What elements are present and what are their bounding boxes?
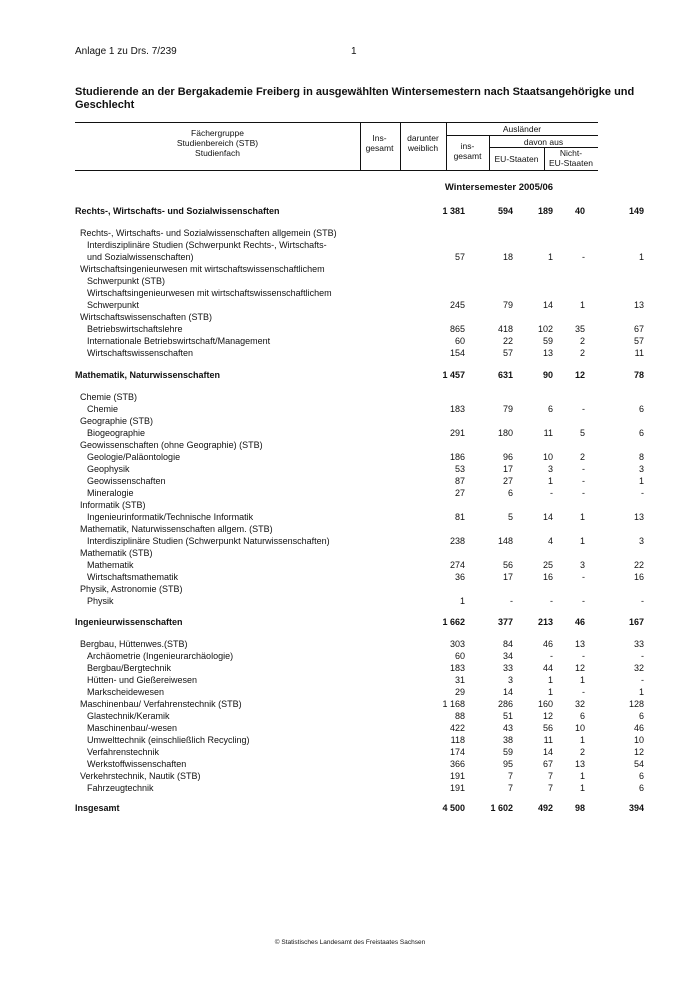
- cell-eu: 1: [579, 536, 585, 546]
- cell-total: 245: [449, 300, 465, 310]
- cell-non-eu: 1: [638, 252, 644, 262]
- cell-female: 95: [502, 759, 513, 769]
- footer-copyright: © Statistisches Landesamt des Freistaates Sachsen: [274, 939, 426, 946]
- row-label: Internationale Betriebswirtschaft/Management: [87, 336, 271, 346]
- header-foreign-rule: [446, 135, 598, 136]
- table-row: [75, 347, 644, 359]
- cell-eu: 1: [579, 771, 585, 781]
- cell-female: 6: [507, 488, 513, 498]
- cell-foreign-total: 189: [537, 206, 553, 216]
- cell-total: 60: [454, 336, 465, 346]
- cell-female: 18: [502, 252, 513, 262]
- row-label: Ingenieurinformatik/Technische Informatik: [87, 512, 254, 522]
- cell-total: 865: [449, 324, 465, 334]
- table-row: [75, 758, 644, 770]
- cell-non-eu: 3: [638, 464, 644, 474]
- header-subject-line2: Studienbereich (STB): [176, 138, 259, 148]
- table-row: [75, 559, 644, 571]
- cell-female: 180: [497, 428, 513, 438]
- cell-total: 366: [449, 759, 465, 769]
- cell-foreign-total: -: [550, 651, 553, 661]
- header-non-eu-line2: EU-Staaten: [549, 158, 593, 168]
- cell-non-eu: 78: [633, 370, 644, 380]
- cell-total: 87: [454, 476, 465, 486]
- cell-non-eu: -: [641, 651, 644, 661]
- cell-total: 183: [449, 663, 465, 673]
- row-label: Physik: [87, 596, 114, 606]
- cell-non-eu: 6: [638, 428, 644, 438]
- cell-eu: 98: [574, 803, 585, 813]
- table-row: [75, 311, 598, 323]
- header-female-line1: darunter: [407, 133, 439, 143]
- cell-total: 154: [449, 348, 465, 358]
- cell-total: 186: [449, 452, 465, 462]
- cell-foreign-total: 10: [542, 452, 553, 462]
- cell-total: 183: [449, 404, 465, 414]
- table-row: [75, 369, 644, 381]
- cell-non-eu: 11: [634, 348, 644, 358]
- cell-total: 303: [449, 639, 465, 649]
- table-row: [75, 686, 644, 698]
- cell-non-eu: -: [641, 488, 644, 498]
- cell-total: 1 381: [442, 206, 465, 216]
- document-reference: Anlage 1 zu Drs. 7/239: [75, 46, 177, 57]
- cell-female: 17: [502, 464, 513, 474]
- table-row: [75, 802, 644, 814]
- cell-total: 191: [449, 783, 465, 793]
- table-row: [75, 299, 644, 311]
- cell-female: 377: [497, 617, 513, 627]
- table-row: [75, 427, 644, 439]
- header-total-line2: gesamt: [365, 143, 394, 153]
- cell-female: 7: [507, 783, 513, 793]
- cell-female: 96: [502, 452, 513, 462]
- cell-non-eu: 8: [638, 452, 644, 462]
- cell-non-eu: 149: [628, 206, 644, 216]
- row-label: Bergbau, Hüttenwes.(STB): [80, 639, 188, 649]
- table-row: [75, 616, 644, 628]
- cell-total: 291: [449, 428, 465, 438]
- cell-non-eu: 16: [633, 572, 644, 582]
- row-label: Interdisziplinäre Studien (Schwerpunkt Rechts-, Wirtschafts-: [87, 240, 327, 250]
- header-subject-line1: Fächergruppe: [191, 128, 244, 138]
- cell-eu: 1: [579, 783, 585, 793]
- row-label: Verfahrenstechnik: [87, 747, 160, 757]
- cell-non-eu: 6: [638, 783, 644, 793]
- row-label: Markscheidewesen: [87, 687, 165, 697]
- cell-female: -: [510, 596, 513, 606]
- cell-foreign-total: 4: [547, 536, 553, 546]
- cell-eu: 46: [574, 617, 585, 627]
- cell-total: 422: [449, 723, 465, 733]
- table-row: [75, 227, 598, 239]
- cell-foreign-total: 1: [547, 675, 553, 685]
- cell-foreign-total: 1: [547, 687, 553, 697]
- table-row: [75, 710, 644, 722]
- cell-eu: -: [582, 404, 585, 414]
- cell-total: 1 457: [442, 370, 465, 380]
- row-label: Fahrzeugtechnik: [87, 783, 154, 793]
- table-row: [75, 782, 644, 794]
- cell-female: 33: [502, 663, 513, 673]
- row-label: Maschinenbau/-wesen: [87, 723, 178, 733]
- cell-non-eu: 22: [633, 560, 644, 570]
- cell-foreign-total: 11: [543, 428, 553, 438]
- table-row: [75, 239, 598, 251]
- cell-non-eu: 1: [638, 476, 644, 486]
- row-label: Interdisziplinäre Studien (Schwerpunkt Naturwissenschaften): [87, 536, 330, 546]
- row-label: Chemie: [87, 404, 119, 414]
- cell-female: 57: [502, 348, 513, 358]
- table-row: [75, 251, 644, 263]
- row-label: Geowissenschaften (ohne Geographie) (STB): [80, 440, 263, 450]
- cell-foreign-total: 56: [542, 723, 553, 733]
- cell-non-eu: 12: [633, 747, 644, 757]
- row-label: Geographie (STB): [80, 416, 154, 426]
- cell-eu: 12: [574, 370, 585, 380]
- row-label: Geophysik: [87, 464, 130, 474]
- table-row: [75, 451, 644, 463]
- row-label: Geowissenschaften: [87, 476, 166, 486]
- cell-foreign-total: 492: [537, 803, 553, 813]
- cell-eu: 40: [574, 206, 585, 216]
- row-label: Maschinenbau/ Verfahrenstechnik (STB): [80, 699, 242, 709]
- table-row: [75, 487, 644, 499]
- header-non-eu: [544, 148, 598, 168]
- header-non-eu-line1: Nicht-: [559, 148, 583, 158]
- cell-eu: 1: [579, 512, 585, 522]
- cell-eu: 3: [579, 560, 585, 570]
- cell-eu: 1: [579, 735, 585, 745]
- cell-non-eu: 46: [633, 723, 644, 733]
- table-row: [75, 391, 598, 403]
- row-label: Wirtschaftsmathematik: [87, 572, 179, 582]
- cell-total: 81: [454, 512, 465, 522]
- row-label: Informatik (STB): [80, 500, 146, 510]
- row-label: Werkstoffwissenschaften: [87, 759, 187, 769]
- table-row: [75, 770, 644, 782]
- row-label: Umwelttechnik (einschließlich Recycling): [87, 735, 250, 745]
- cell-foreign-total: 14: [542, 512, 553, 522]
- header-female-line2: weiblich: [407, 143, 439, 153]
- cell-total: 29: [454, 687, 465, 697]
- cell-foreign-total: 102: [537, 324, 553, 334]
- header-foreign-total-line2: gesamt: [453, 151, 482, 161]
- table-row: [75, 439, 598, 451]
- row-label: Wirtschaftswissenschaften (STB): [80, 312, 213, 322]
- cell-foreign-total: 12: [542, 711, 553, 721]
- cell-eu: 2: [579, 348, 585, 358]
- table-row: [75, 499, 598, 511]
- table-row: [75, 638, 644, 650]
- table-row: [75, 722, 644, 734]
- table-top-rule: [75, 122, 598, 123]
- row-label: Bergbau/Bergtechnik: [87, 663, 172, 673]
- cell-total: 238: [449, 536, 465, 546]
- cell-eu: -: [582, 252, 585, 262]
- table-row: [75, 571, 644, 583]
- table-row: [75, 547, 598, 559]
- cell-total: 174: [449, 747, 465, 757]
- table-row: [75, 323, 644, 335]
- cell-total: 31: [454, 675, 465, 685]
- cell-female: 418: [497, 324, 513, 334]
- cell-female: 51: [502, 711, 513, 721]
- row-label: Mathematik: [87, 560, 134, 570]
- table-row: [75, 535, 644, 547]
- cell-foreign-total: 7: [547, 771, 553, 781]
- cell-foreign-total: 46: [542, 639, 553, 649]
- cell-non-eu: 6: [638, 771, 644, 781]
- row-label: und Sozialwissenschaften): [87, 252, 194, 262]
- cell-foreign-total: 67: [542, 759, 553, 769]
- cell-foreign-total: 1: [547, 476, 553, 486]
- cell-female: 22: [502, 336, 513, 346]
- cell-total: 27: [454, 488, 465, 498]
- cell-foreign-total: 6: [547, 404, 553, 414]
- row-label: Verkehrstechnik, Nautik (STB): [80, 771, 201, 781]
- cell-foreign-total: 90: [542, 370, 553, 380]
- cell-foreign-total: 160: [537, 699, 553, 709]
- header-total: [360, 133, 399, 153]
- header-subject: [75, 128, 360, 158]
- cell-eu: 10: [574, 723, 585, 733]
- row-label: Schwerpunkt (STB): [87, 276, 166, 286]
- cell-non-eu: 33: [633, 639, 644, 649]
- row-label: Rechts-, Wirtschafts- und Sozialwissenschaften allgemein (STB): [80, 228, 337, 238]
- row-label: Wirtschaftswissenschaften: [87, 348, 194, 358]
- cell-foreign-total: 213: [537, 617, 553, 627]
- table-row: [75, 403, 644, 415]
- row-label: Archäometrie (Ingenieurarchäologie): [87, 651, 234, 661]
- cell-foreign-total: -: [550, 596, 553, 606]
- cell-non-eu: 167: [628, 617, 644, 627]
- cell-eu: 2: [579, 336, 585, 346]
- row-label: Mathematik, Naturwissenschaften: [75, 370, 221, 380]
- cell-eu: 5: [579, 428, 585, 438]
- cell-female: 148: [497, 536, 513, 546]
- cell-eu: 2: [579, 452, 585, 462]
- cell-foreign-total: 16: [542, 572, 553, 582]
- cell-foreign-total: 25: [542, 560, 553, 570]
- cell-total: 1: [459, 596, 465, 606]
- cell-female: 79: [502, 300, 513, 310]
- row-label: Glastechnik/Keramik: [87, 711, 170, 721]
- cell-female: 3: [507, 675, 513, 685]
- cell-non-eu: 57: [633, 336, 644, 346]
- cell-eu: 13: [574, 639, 585, 649]
- cell-female: 5: [507, 512, 513, 522]
- cell-total: 274: [449, 560, 465, 570]
- header-eu: EU-Staaten: [494, 154, 539, 164]
- cell-female: 38: [502, 735, 513, 745]
- table-row: [75, 511, 644, 523]
- cell-female: 17: [502, 572, 513, 582]
- cell-total: 1 662: [442, 617, 465, 627]
- table-row: [75, 205, 644, 217]
- header-foreign-total-line1: ins-: [460, 141, 475, 151]
- table-row: [75, 475, 644, 487]
- row-label: Mineralogie: [87, 488, 134, 498]
- row-label: Ingenieurwissenschaften: [75, 617, 183, 627]
- row-label: Biogeographie: [87, 428, 146, 438]
- cell-female: 79: [502, 404, 513, 414]
- row-label: Physik, Astronomie (STB): [80, 584, 183, 594]
- cell-eu: -: [582, 687, 585, 697]
- cell-total: 60: [454, 651, 465, 661]
- table-row: [75, 263, 598, 275]
- cell-eu: 1: [579, 300, 585, 310]
- cell-eu: 2: [579, 747, 585, 757]
- cell-female: 59: [502, 747, 513, 757]
- cell-non-eu: 10: [633, 735, 644, 745]
- cell-eu: -: [582, 596, 585, 606]
- cell-foreign-total: 14: [542, 747, 553, 757]
- cell-eu: -: [582, 488, 585, 498]
- cell-eu: 6: [579, 711, 585, 721]
- table-row: [75, 583, 598, 595]
- row-label: Insgesamt: [75, 803, 120, 813]
- cell-female: 594: [497, 206, 513, 216]
- cell-non-eu: -: [641, 675, 644, 685]
- header-davon: davon aus: [523, 137, 564, 147]
- table-row: [75, 674, 644, 686]
- cell-non-eu: 13: [633, 300, 644, 310]
- header-foreign-total: [446, 141, 489, 161]
- row-label: Chemie (STB): [80, 392, 138, 402]
- cell-non-eu: 3: [638, 536, 644, 546]
- cell-female: 631: [497, 370, 513, 380]
- cell-female: 7: [507, 771, 513, 781]
- table-row: [75, 746, 644, 758]
- cell-foreign-total: 7: [547, 783, 553, 793]
- row-label: Schwerpunkt: [87, 300, 140, 310]
- semester-label: Wintersemester 2005/06: [444, 182, 554, 193]
- table-row: [75, 335, 644, 347]
- table-row: [75, 275, 598, 287]
- table-title: Studierende an der Bergakademie Freiberg in ausgewählten Wintersemestern nach Staatsangehörigke und Geschlecht: [75, 86, 635, 111]
- table-row: [75, 463, 644, 475]
- cell-eu: -: [582, 572, 585, 582]
- cell-foreign-total: -: [550, 488, 553, 498]
- cell-non-eu: -: [641, 596, 644, 606]
- cell-total: 118: [450, 735, 465, 745]
- cell-female: 14: [502, 687, 513, 697]
- cell-foreign-total: 14: [542, 300, 553, 310]
- header-total-line1: Ins-: [372, 133, 387, 143]
- cell-foreign-total: 3: [547, 464, 553, 474]
- table-row: [75, 595, 644, 607]
- header-female: [400, 133, 446, 153]
- table-row: [75, 650, 644, 662]
- table-row: [75, 287, 598, 299]
- row-label: Hütten- und Gießereiwesen: [87, 675, 198, 685]
- cell-eu: -: [582, 476, 585, 486]
- page-number: 1: [351, 46, 357, 57]
- table-header-rule: [75, 170, 598, 171]
- cell-non-eu: 32: [633, 663, 644, 673]
- cell-non-eu: 394: [628, 803, 644, 813]
- row-label: Betriebswirtschaftslehre: [87, 324, 183, 334]
- row-label: Geologie/Paläontologie: [87, 452, 181, 462]
- table-row: [75, 415, 598, 427]
- row-label: Wirtschaftsingenieurwesen mit wirtschaftswissenschaftlichem: [80, 264, 325, 274]
- table-row: [75, 523, 598, 535]
- cell-non-eu: 67: [633, 324, 644, 334]
- cell-foreign-total: 59: [542, 336, 553, 346]
- cell-female: 27: [502, 476, 513, 486]
- cell-eu: 13: [574, 759, 585, 769]
- header-foreign: Ausländer: [502, 124, 542, 134]
- table-row: [75, 698, 644, 710]
- cell-female: 34: [502, 651, 513, 661]
- cell-eu: -: [582, 464, 585, 474]
- cell-total: 4 500: [442, 803, 465, 813]
- cell-total: 36: [454, 572, 465, 582]
- cell-total: 191: [449, 771, 465, 781]
- cell-eu: 12: [574, 663, 585, 673]
- cell-total: 53: [454, 464, 465, 474]
- cell-eu: 1: [579, 675, 585, 685]
- cell-non-eu: 128: [628, 699, 644, 709]
- cell-female: 56: [502, 560, 513, 570]
- cell-female: 43: [502, 723, 513, 733]
- cell-female: 1 602: [490, 803, 513, 813]
- cell-total: 1 168: [442, 699, 465, 709]
- cell-non-eu: 6: [638, 711, 644, 721]
- table-row: [75, 734, 644, 746]
- cell-non-eu: 13: [633, 512, 644, 522]
- row-label: Mathematik (STB): [80, 548, 153, 558]
- cell-female: 286: [497, 699, 513, 709]
- cell-eu: 35: [574, 324, 585, 334]
- table-row: [75, 662, 644, 674]
- row-label: Rechts-, Wirtschafts- und Sozialwissenschaften: [75, 206, 280, 216]
- cell-foreign-total: 44: [542, 663, 553, 673]
- row-label: Mathematik, Naturwissenschaften allgem. (STB): [80, 524, 273, 534]
- cell-total: 88: [454, 711, 465, 721]
- cell-foreign-total: 11: [543, 735, 553, 745]
- cell-non-eu: 1: [638, 687, 644, 697]
- cell-eu: 32: [574, 699, 585, 709]
- cell-non-eu: 54: [633, 759, 644, 769]
- row-label: Wirtschaftsingenieurwesen mit wirtschaftswissenschaftlichem: [87, 288, 332, 298]
- cell-female: 84: [502, 639, 513, 649]
- cell-foreign-total: 13: [542, 348, 553, 358]
- cell-total: 57: [454, 252, 465, 262]
- cell-foreign-total: 1: [547, 252, 553, 262]
- cell-eu: -: [582, 651, 585, 661]
- header-subject-line3: Studienfach: [195, 148, 240, 158]
- cell-non-eu: 6: [638, 404, 644, 414]
